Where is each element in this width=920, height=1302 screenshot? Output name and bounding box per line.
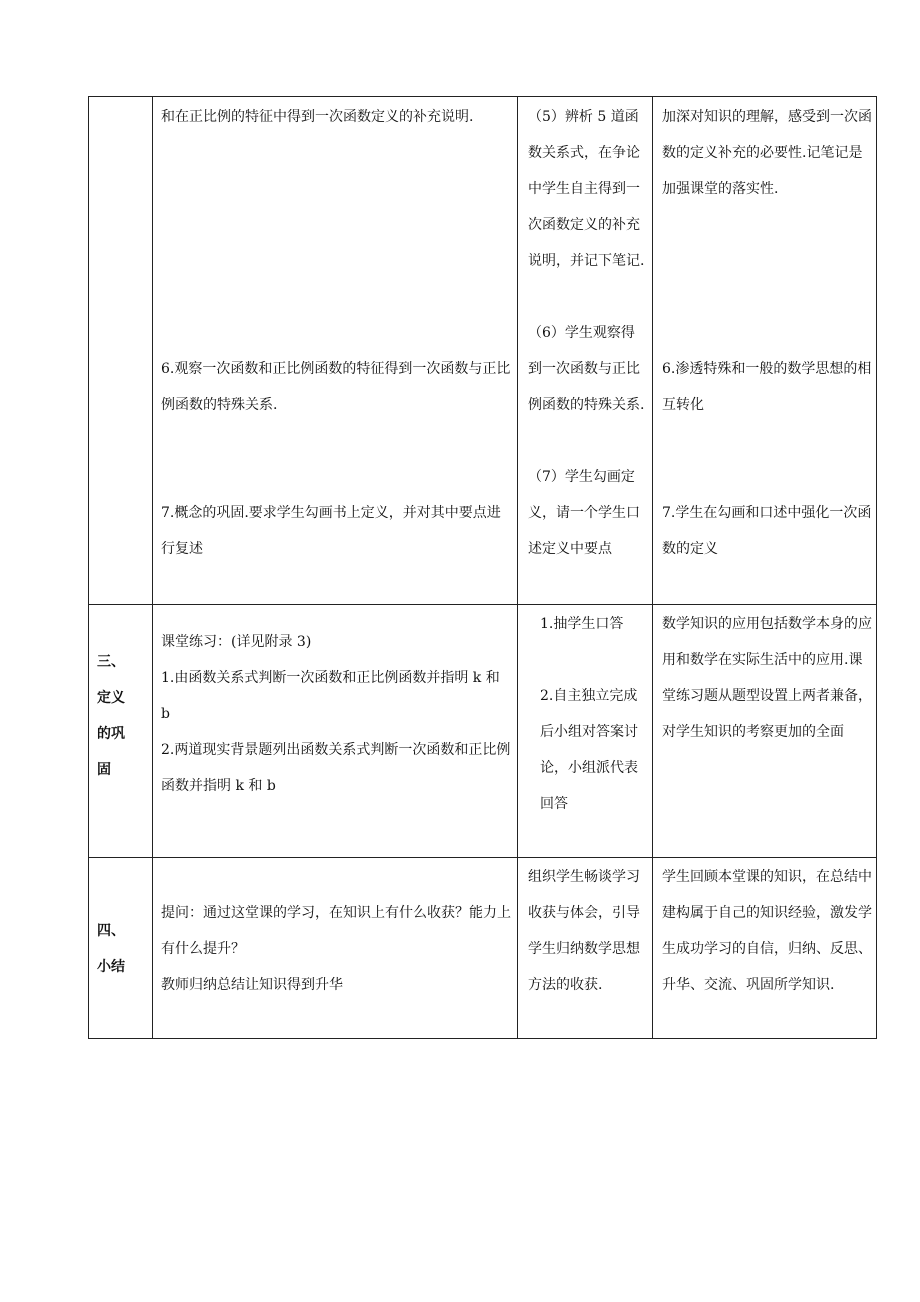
section-4-purpose — [662, 859, 872, 1003]
lesson-plan-table — [88, 96, 877, 1039]
row1-student-activity-text: （5）辨析 5 道函数关系式，在争论中学生自主得到一次函数定义的补充说明，并记下笔记. — [528, 109, 645, 269]
row1-student-activity — [528, 99, 646, 279]
section-4-label-line2: 小结 — [97, 959, 125, 975]
column-divider-3 — [652, 97, 653, 1038]
section-3-activity-1: 1.抽学生口答 — [540, 616, 624, 632]
section-3-label — [97, 644, 147, 788]
row2-student-activity — [528, 315, 646, 423]
row1-content-text: 和在正比例的特征中得到一次函数定义的补充说明. — [161, 109, 474, 125]
row2-purpose-text: 6.渗透特殊和一般的数学思想的相互转化 — [662, 361, 872, 413]
section-3-purpose-text: 数学知识的应用包括数学本身的应用和数学在实际生活中的应用.课堂练习题从题型设置上两者兼备，对学生知识的考察更加的全面 — [662, 616, 872, 740]
section-4-content-line2: 教师归纳总结让知识得到升华 — [161, 977, 343, 993]
section-3-activity-2: 2.自主独立完成后小组对答案讨论，小组派代表回答 — [540, 688, 638, 812]
section-4-label — [97, 913, 147, 985]
row3-student-activity — [528, 459, 646, 567]
section-4-content — [161, 895, 511, 1003]
row3-content-text: 7.概念的巩固.要求学生勾画书上定义，并对其中要点进行复述 — [161, 505, 501, 557]
section-3-content-line1: 课堂练习：(详见附录 3) — [161, 634, 312, 650]
column-divider-1 — [152, 97, 153, 1038]
row-divider-1 — [89, 604, 876, 605]
section-3-purpose — [662, 606, 872, 750]
section-4-content-line1: 提问：通过这堂课的学习，在知识上有什么收获？能力上有什么提升？ — [161, 905, 511, 957]
row3-purpose-text: 7.学生在勾画和口述中强化一次函数的定义 — [662, 505, 872, 557]
row2-content — [161, 351, 511, 423]
row3-content — [161, 495, 511, 567]
section-4-label-line1: 四、 — [97, 923, 125, 939]
row2-purpose — [662, 351, 872, 423]
row2-student-activity-text: （6）学生观察得到一次函数与正比例函数的特殊关系. — [528, 325, 645, 413]
row1-purpose-text: 加深对知识的理解，感受到一次函数的定义补充的必要性.记笔记是加强课堂的落实性. — [662, 109, 872, 197]
row1-content — [161, 99, 511, 135]
row3-student-activity-text: （7）学生勾画定义，请一个学生口述定义中要点 — [528, 469, 640, 557]
section-3-label-line4: 固 — [97, 762, 111, 778]
section-3-student-activity — [528, 606, 646, 822]
row-divider-2 — [89, 857, 876, 858]
section-3-label-line3: 的巩 — [97, 726, 125, 742]
section-4-purpose-text: 学生回顾本堂课的知识，在总结中建构属于自己的知识经验，激发学生成功学习的自信，归纳、反思、升华、交流、巩固所学知识. — [662, 869, 872, 993]
section-4-student-activity — [528, 859, 646, 1003]
row3-purpose — [662, 495, 872, 567]
section-3-label-line1: 三、 — [97, 654, 125, 670]
row2-content-text: 6.观察一次函数和正比例函数的特征得到一次函数与正比例函数的特殊关系. — [161, 361, 511, 413]
column-divider-2 — [517, 97, 518, 1038]
row1-purpose — [662, 99, 872, 207]
section-3-label-line2: 定义 — [97, 690, 125, 706]
section-3-content-line2: 1.由函数关系式判断一次函数和正比例函数并指明 k 和 b — [161, 670, 500, 722]
section-3-content-line3: 2.两道现实背景题列出函数关系式判断一次函数和正比例函数并指明 k 和 b — [161, 742, 511, 794]
section-3-content — [161, 624, 511, 804]
section-4-activity-text: 组织学生畅谈学习收获与体会，引导学生归纳数学思想方法的收获. — [528, 869, 640, 993]
